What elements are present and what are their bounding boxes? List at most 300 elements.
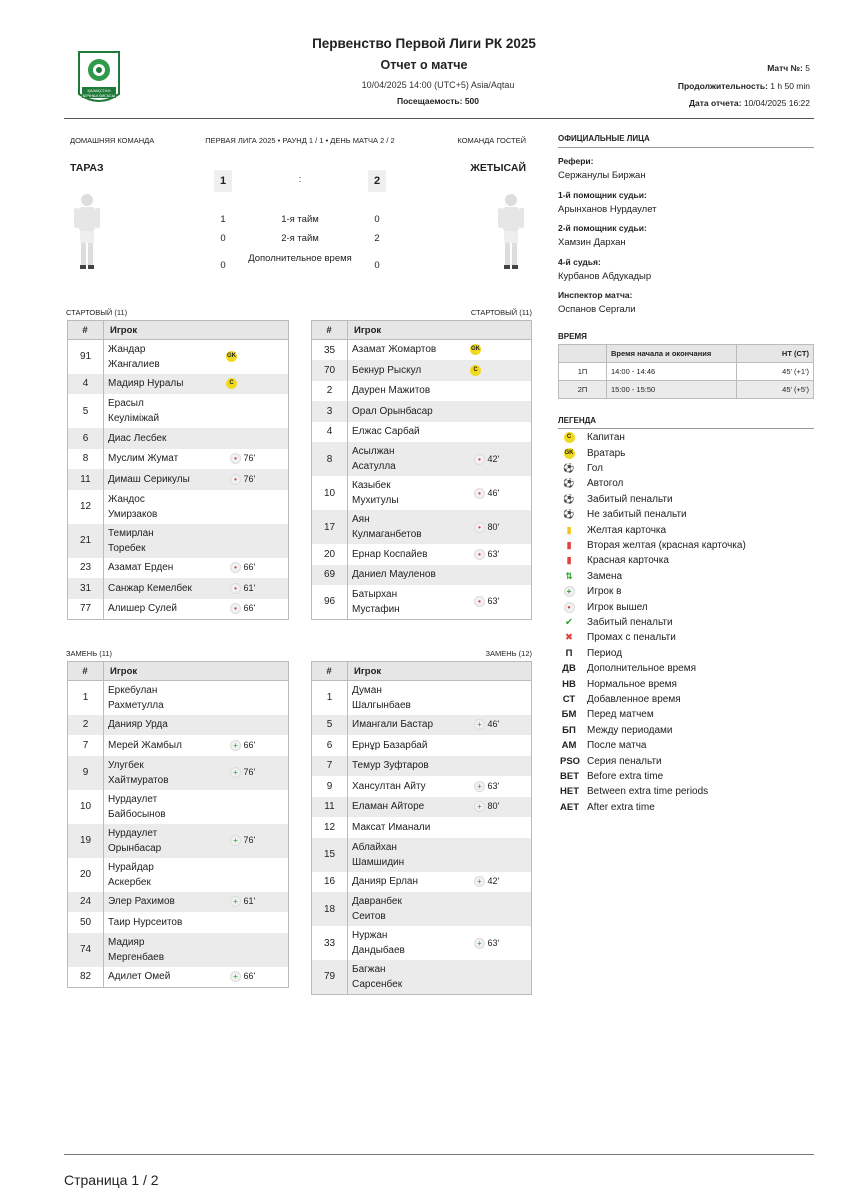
player-name: Азамат Ерден <box>108 562 174 574</box>
player-cell <box>348 422 532 443</box>
sub-minute: 63' <box>487 596 500 607</box>
period-home: 0 <box>220 260 226 271</box>
player-in-icon: + <box>474 781 485 792</box>
player-in-icon: + <box>230 835 241 846</box>
player-name: Нурайдар Аскербек <box>108 861 154 888</box>
player-number: 6 <box>312 735 348 756</box>
player-number: 5 <box>68 394 104 428</box>
table-row <box>68 715 289 736</box>
player-number: 70 <box>312 360 348 381</box>
sub-minute: 63' <box>487 937 500 948</box>
sub-minute: 46' <box>487 487 500 498</box>
legend-item <box>560 507 820 522</box>
legend-text: Между периодами <box>587 724 673 736</box>
player-cell <box>348 340 532 361</box>
home-sub-label: ЗАМЕНЬ (11) <box>66 649 112 658</box>
logo-text: ҚАЗАҚСТАН БІРІНШІ ЛИГАСЫ <box>82 88 116 98</box>
player-number: 79 <box>312 960 348 994</box>
legend-item <box>560 676 820 691</box>
sub-minute: 76' <box>243 767 256 777</box>
table-row <box>68 824 289 858</box>
player-number: 19 <box>68 824 104 858</box>
player-name: Нуржан Дандыбаев <box>352 930 405 956</box>
table-row <box>312 776 532 797</box>
away-start-label: СТАРТОВЫЙ (11) <box>470 308 532 317</box>
table-row <box>312 585 532 619</box>
player-cell <box>348 585 532 619</box>
legend-item <box>560 630 820 645</box>
legend-item <box>560 753 820 768</box>
official-name: Арынханов Нурдаулет <box>558 203 657 215</box>
col-player-header: Игрок <box>104 662 289 681</box>
sub-event <box>474 594 499 609</box>
home-score: 1 <box>214 170 232 192</box>
report-subtitle: Отчет о матче <box>380 58 468 72</box>
sub-event <box>474 486 499 501</box>
penalty-miss-x-icon: ✖ <box>565 632 573 644</box>
player-name: Ернар Коспайев <box>352 548 428 560</box>
legend-text: Before extra time <box>587 770 664 782</box>
sub-event <box>474 520 499 535</box>
legend-item <box>560 646 820 661</box>
table-row <box>312 401 532 422</box>
timing-heading: ВРЕМЯ <box>558 332 587 341</box>
sub-minute: 66' <box>243 739 256 750</box>
player-number: 91 <box>68 340 104 374</box>
player-cell <box>104 578 289 599</box>
player-cell <box>348 872 532 893</box>
away-player-icon <box>496 192 526 272</box>
footer-divider <box>64 1154 814 1155</box>
player-number: 31 <box>68 578 104 599</box>
table-row <box>68 858 289 892</box>
player-number: 11 <box>312 797 348 818</box>
player-out-icon: • <box>474 488 485 499</box>
sub-event <box>230 581 255 596</box>
sub-minute: 80' <box>487 521 500 532</box>
sub-event <box>474 936 499 951</box>
legend-item <box>560 738 820 753</box>
timing-period: 1П <box>559 363 607 381</box>
player-number: 21 <box>68 524 104 558</box>
player-name: Улугбек Хайтмуратов <box>108 759 169 786</box>
sub-event <box>230 560 255 575</box>
player-number: 8 <box>68 449 104 470</box>
legend-item <box>560 661 820 676</box>
player-number: 50 <box>68 912 104 933</box>
away-starting-table <box>311 320 532 620</box>
legend-text: Забитый пенальти <box>587 616 673 628</box>
player-in-icon: + <box>230 896 241 907</box>
col-number-header: # <box>68 662 104 681</box>
player-number: 12 <box>312 817 348 838</box>
player-cell <box>348 838 532 872</box>
player-in-icon: + <box>564 586 575 597</box>
player-out-icon: • <box>230 583 241 594</box>
legend-abbr: AET <box>560 801 579 813</box>
legend-text: Игрок вышел <box>587 601 648 613</box>
player-number: 3 <box>312 401 348 422</box>
player-name: Елжас Сарбай <box>352 426 420 438</box>
player-name: Диас Лесбек <box>108 432 167 444</box>
score-separator: : <box>298 174 302 185</box>
player-name: Азамат Жомартов <box>352 344 437 356</box>
player-name: Жандар Жангалиев <box>108 343 160 370</box>
legend-abbr: АМ <box>561 740 577 752</box>
player-number: 2 <box>68 715 104 736</box>
timing-col-time: Время начала и окончания <box>607 345 737 363</box>
away-score: 2 <box>368 170 386 192</box>
match-duration: Продолжительность: 1 h 50 min <box>677 81 810 91</box>
legend-abbr: БП <box>562 724 576 736</box>
header-divider <box>64 118 814 119</box>
sub-event <box>474 874 499 889</box>
period-away: 2 <box>374 233 380 244</box>
player-name: Темур Зуфтаров <box>352 760 429 772</box>
player-name: Имангали Бастар <box>352 719 434 731</box>
legend-item <box>560 553 820 568</box>
player-number: 16 <box>312 872 348 893</box>
player-number: 12 <box>68 490 104 524</box>
player-name: Алишер Сулей <box>108 602 177 614</box>
player-in-icon: + <box>474 938 485 949</box>
player-name: Санжар Кемелбек <box>108 582 192 594</box>
report-date: Дата отчета: 10/04/2025 16:22 <box>688 98 810 108</box>
legend-text: Перед матчем <box>587 709 654 721</box>
legend-text: Капитан <box>587 432 625 444</box>
table-row <box>312 442 532 476</box>
officials-heading: ОФИЦИАЛЬНЫЕ ЛИЦА <box>558 134 650 143</box>
player-name: Элер Рахимов <box>108 896 175 908</box>
goalkeeper-icon: GK <box>564 448 575 459</box>
player-name: Еламан Айторе <box>352 801 425 813</box>
legend-text: Замена <box>587 570 623 582</box>
player-number: 82 <box>68 967 104 988</box>
period-label: 2-я тайм <box>281 233 319 244</box>
player-cell <box>348 565 532 586</box>
table-row <box>312 817 532 838</box>
player-cell <box>104 599 289 620</box>
player-name: Багжан Сарсенбек <box>352 963 403 990</box>
player-name: Мерей Жамбыл <box>108 739 182 751</box>
table-row <box>312 756 532 777</box>
player-number: 1 <box>68 681 104 715</box>
table-row <box>312 422 532 443</box>
sub-event <box>230 601 255 616</box>
report-title: Первенство Первой Лиги РК 2025 <box>312 36 536 51</box>
table-row <box>312 715 532 736</box>
legend-abbr: HET <box>560 786 579 798</box>
yellow-card-icon: ▮ <box>566 524 572 536</box>
player-name: Таир Нурсеитов <box>108 916 183 928</box>
col-player-header: Игрок <box>348 321 532 340</box>
legend-item <box>560 784 820 799</box>
legend-text: After extra time <box>587 801 655 813</box>
sub-minute: 46' <box>487 719 500 730</box>
sub-minute: 76' <box>243 473 256 484</box>
legend-item <box>560 615 820 630</box>
col-number-header: # <box>312 662 348 681</box>
player-number: 20 <box>312 544 348 565</box>
match-datetime: 10/04/2025 14:00 (UTC+5) Asia/Aqtau <box>361 80 515 90</box>
player-cell <box>348 476 532 510</box>
legend-text: Серия пенальти <box>587 755 662 767</box>
legend-item <box>560 584 820 599</box>
table-row <box>68 892 289 913</box>
legend-text: Забитый пенальти <box>587 493 673 505</box>
timing-table <box>558 344 814 399</box>
player-cell <box>348 776 532 797</box>
legend-text: Дополнительное время <box>587 663 697 675</box>
legend-abbr: П <box>565 647 573 659</box>
sub-minute: 76' <box>243 453 256 464</box>
player-number: 23 <box>68 558 104 579</box>
legend-abbr: ДВ <box>562 663 576 675</box>
period-home: 0 <box>220 233 226 244</box>
player-out-icon: • <box>474 549 485 560</box>
legend-item <box>560 445 820 460</box>
player-cell <box>348 544 532 565</box>
legend-abbr: BET <box>560 770 579 782</box>
official-role: 4-й судья: <box>558 256 601 267</box>
player-in-icon: + <box>474 719 485 730</box>
table-row <box>312 340 532 361</box>
legend-text: Желтая карточка <box>587 524 667 536</box>
player-cell <box>348 756 532 777</box>
captain-icon: C <box>564 432 575 443</box>
player-cell <box>104 469 289 490</box>
home-subs-table <box>67 661 289 988</box>
home-start-label: СТАРТОВЫЙ (11) <box>66 308 128 317</box>
player-cell <box>348 715 532 736</box>
player-number: 35 <box>312 340 348 361</box>
table-row <box>68 524 289 558</box>
player-number: 17 <box>312 510 348 544</box>
player-name: Ернұр Базарбай <box>352 739 428 751</box>
attendance: Посещаемость: 500 <box>396 96 480 106</box>
legend-text: Промах с пенальти <box>587 632 676 644</box>
table-row <box>312 797 532 818</box>
player-cell <box>348 926 532 960</box>
player-out-icon: • <box>474 454 485 465</box>
sub-minute: 80' <box>487 801 500 812</box>
table-row <box>68 790 289 824</box>
legend-item <box>560 599 820 614</box>
player-name: Мадияр Нуралы <box>108 378 184 390</box>
player-cell <box>104 558 289 579</box>
legend-text: Игрок в <box>587 586 622 598</box>
player-cell <box>104 449 289 470</box>
sub-event <box>230 969 255 984</box>
official-name: Сержанулы Биржан <box>558 170 646 181</box>
player-number: 10 <box>68 790 104 824</box>
player-cell <box>348 892 532 926</box>
sub-event <box>230 894 255 909</box>
second-yellow-icon: ▮ <box>566 539 572 551</box>
legend-item <box>560 692 820 707</box>
goalkeeper-badge-icon: GK <box>226 351 237 362</box>
player-cell <box>348 510 532 544</box>
penalty-scored-check-icon: ✔ <box>565 616 573 628</box>
table-row <box>68 374 289 395</box>
table-row <box>68 469 289 490</box>
sub-event <box>474 452 499 467</box>
legend-item <box>560 769 820 784</box>
player-name: Данияр Ерлан <box>352 876 419 888</box>
table-row <box>312 381 532 402</box>
player-name: Давранбек Сеитов <box>352 896 402 922</box>
legend-item <box>560 522 820 537</box>
legend-divider <box>558 428 814 429</box>
period-away: 0 <box>374 214 380 225</box>
table-row <box>312 892 532 926</box>
player-out-icon: • <box>474 596 485 607</box>
legend-abbr: СТ <box>562 693 576 705</box>
player-cell <box>104 912 289 933</box>
penalty-scored-icon: ⚽ <box>563 493 575 504</box>
legend-abbr: PSO <box>560 755 581 767</box>
sub-minute: 66' <box>243 602 256 613</box>
legend-item <box>560 569 820 584</box>
legend-abbr: БМ <box>561 709 577 721</box>
player-cell <box>104 858 289 892</box>
sub-event <box>230 472 255 487</box>
official-role: 2-й помощник судьи: <box>558 223 647 233</box>
away-sub-label: ЗАМЕНЬ (12) <box>485 649 532 658</box>
table-row <box>312 735 532 756</box>
player-name: Данияр Урда <box>108 719 168 731</box>
away-subs-table <box>311 661 532 995</box>
player-number: 11 <box>68 469 104 490</box>
player-out-icon: • <box>230 453 241 464</box>
table-row <box>312 838 532 872</box>
sub-event <box>230 738 255 753</box>
timing-col-ht: HT (CT) <box>737 345 814 363</box>
player-number: 33 <box>312 926 348 960</box>
official-role: Рефери: <box>558 156 594 166</box>
player-cell <box>104 892 289 913</box>
player-cell <box>104 394 289 428</box>
legend-item <box>560 800 820 815</box>
player-number: 4 <box>68 374 104 395</box>
table-row <box>68 756 289 790</box>
player-name: Темирлан Торебек <box>108 527 154 554</box>
col-number-header: # <box>312 321 348 340</box>
legend-item <box>560 430 820 445</box>
player-name: Ерасыл Кеуліміжай <box>108 398 160 424</box>
table-row <box>312 544 532 565</box>
player-cell <box>348 360 532 381</box>
sub-event <box>474 799 499 814</box>
substitution-icon: ⇅ <box>565 570 573 581</box>
sub-minute: 76' <box>243 835 256 845</box>
table-row <box>312 360 532 381</box>
sub-minute: 61' <box>243 896 256 907</box>
legend-item <box>560 476 820 491</box>
legend-text: Период <box>587 647 623 659</box>
player-name: Аблайхан Шамшидин <box>352 841 405 868</box>
player-number: 2 <box>312 381 348 402</box>
own-goal-icon: ⚽ <box>563 478 575 489</box>
period-label: 1-я тайм <box>281 214 319 225</box>
timing-ht: 45' (+5') <box>737 381 814 399</box>
sub-minute: 61' <box>243 582 256 593</box>
player-cell <box>104 681 289 715</box>
player-name: Думан Шалгынбаев <box>352 684 411 711</box>
legend-text: Автогол <box>587 478 624 490</box>
table-row <box>68 735 289 756</box>
legend-item <box>560 461 820 476</box>
official-name: Курбанов Абдукадыр <box>558 270 652 282</box>
table-row <box>312 681 532 715</box>
player-cell <box>104 428 289 449</box>
player-number: 9 <box>312 776 348 797</box>
player-out-icon: • <box>564 602 575 613</box>
table-row <box>68 428 289 449</box>
player-number: 10 <box>312 476 348 510</box>
sub-minute: 66' <box>243 970 256 981</box>
player-name: Муслим Жумат <box>108 453 179 465</box>
table-row <box>68 340 289 374</box>
player-out-icon: • <box>230 562 241 573</box>
table-row <box>68 912 289 933</box>
player-cell <box>104 933 289 967</box>
player-cell <box>104 735 289 756</box>
period-home: 1 <box>220 214 226 225</box>
player-number: 69 <box>312 565 348 586</box>
col-number-header: # <box>68 321 104 340</box>
player-number: 18 <box>312 892 348 926</box>
player-name: Бекнур Рыскул <box>352 364 422 376</box>
table-row <box>68 681 289 715</box>
legend-text: Гол <box>587 462 603 474</box>
goalkeeper-badge-icon: GK <box>470 344 481 355</box>
player-number: 24 <box>68 892 104 913</box>
player-number: 20 <box>68 858 104 892</box>
player-name: Аян Кулмаганбетов <box>352 514 422 540</box>
table-row <box>68 490 289 524</box>
legend-heading: ЛЕГЕНДА <box>558 416 597 425</box>
player-name: Димаш Серикулы <box>108 473 190 485</box>
table-row <box>68 967 289 988</box>
table-row <box>312 872 532 893</box>
player-name: Жандос Умирзаков <box>108 493 158 520</box>
sub-event <box>230 451 255 466</box>
official-name: Хамзин Дархан <box>558 237 626 248</box>
official-role: 1-й помощник судьи: <box>558 189 647 200</box>
official-role: Инспектор матча: <box>558 290 633 300</box>
legend-text: Between extra time periods <box>587 786 709 798</box>
sub-event <box>474 717 499 732</box>
player-cell <box>348 681 532 715</box>
legend-text: Красная карточка <box>587 555 669 567</box>
player-number: 7 <box>312 756 348 777</box>
table-row <box>68 558 289 579</box>
player-in-icon: + <box>474 876 485 887</box>
player-cell <box>104 824 289 858</box>
player-name: Орал Орынбасар <box>352 405 433 417</box>
period-label: Дополнительное время <box>248 253 352 264</box>
player-name: Казыбек Мухитулы <box>352 480 399 506</box>
table-row <box>68 394 289 428</box>
sub-minute: 42' <box>487 876 500 887</box>
sub-event <box>230 765 255 780</box>
player-cell <box>348 381 532 402</box>
legend-item <box>560 723 820 738</box>
player-in-icon: + <box>230 767 241 778</box>
player-cell <box>104 374 289 395</box>
table-row <box>312 926 532 960</box>
